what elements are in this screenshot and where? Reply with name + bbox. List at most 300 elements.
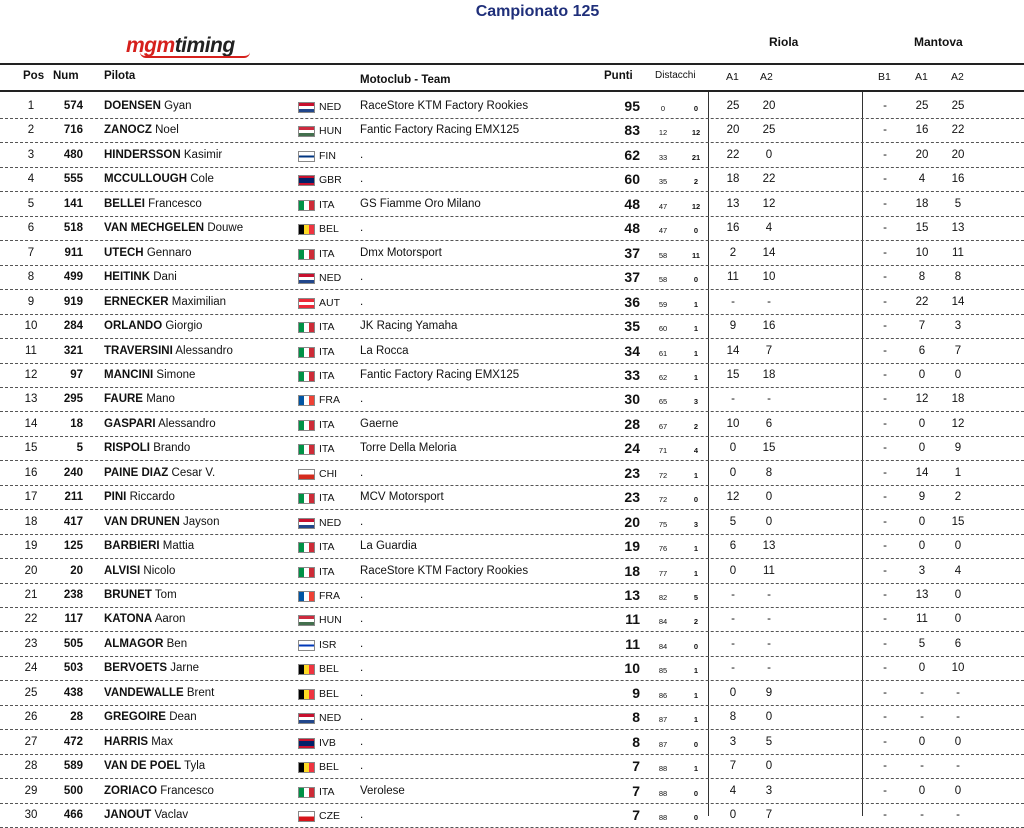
position-cell: 18 [24, 515, 38, 528]
race1-a2-cell: - [767, 589, 771, 601]
table-row [0, 804, 1024, 828]
race2-a1-cell: 22 [915, 295, 929, 308]
rider-name-cell [104, 491, 175, 503]
gap-to-previous-cell: 1 [693, 372, 699, 382]
race1-a2-cell: 18 [762, 368, 776, 381]
race2-a2-cell: 8 [954, 271, 962, 284]
gap-to-leader-cell: 61 [658, 348, 668, 358]
nationality-cell: ITA [319, 369, 335, 382]
nationality-cell: BEL [319, 663, 339, 676]
points-cell: 48 [624, 220, 640, 237]
team-cell: Fantic Factory Racing EMX125 [360, 368, 520, 381]
flag-icon [298, 200, 315, 211]
rider-last-name: BERVOETS [104, 662, 168, 675]
gap-to-leader-cell: 59 [658, 299, 668, 309]
rider-name-cell [104, 442, 190, 454]
race2-a2-cell: 20 [951, 148, 965, 161]
race1-a1-cell: 20 [726, 124, 740, 137]
race1-a1-cell: 14 [726, 344, 740, 357]
rider-last-name: ORLANDO [104, 320, 163, 333]
points-cell: 11 [625, 611, 640, 628]
position-cell: 30 [24, 809, 38, 822]
rider-number-cell: 919 [63, 295, 83, 308]
rider-first-name: Max [151, 735, 174, 748]
nationality-cell: BEL [319, 761, 339, 774]
race-1-name: Riola [769, 35, 799, 49]
flag-icon [298, 469, 315, 480]
points-cell: 20 [624, 513, 640, 530]
race2-a2-cell: 12 [951, 417, 965, 430]
flag-icon [298, 249, 315, 260]
gap-to-previous-cell: 1 [693, 690, 699, 700]
race1-a2-cell: 22 [762, 173, 776, 186]
race1-a1-cell: 0 [729, 564, 737, 577]
race2-a1-cell: 10 [915, 246, 929, 259]
gap-to-leader-cell: 67 [658, 421, 668, 431]
rider-first-name: Tyla [184, 760, 206, 773]
rider-first-name: Jarne [170, 662, 200, 675]
race2-a1-cell: 0 [918, 540, 926, 553]
gap-to-leader-cell: 12 [658, 128, 668, 138]
race1-a1-cell: 18 [726, 173, 740, 186]
race2-b1-cell: - [883, 173, 887, 186]
gap-to-leader-cell: 87 [658, 715, 668, 725]
race2-b1-cell: - [883, 466, 887, 479]
race-2-name: Mantova [914, 35, 963, 49]
points-cell: 95 [624, 98, 640, 114]
logo-swoosh [140, 52, 250, 58]
race2-b1-cell: - [883, 148, 887, 161]
rider-first-name: Douwe [207, 222, 244, 235]
table-row [0, 388, 1024, 412]
race1-a2-cell: - [767, 295, 771, 308]
race2-b1-cell: - [883, 222, 887, 235]
rider-first-name: Brando [153, 442, 191, 455]
race2-b1-cell: - [883, 246, 887, 259]
race1-a1-cell: 11 [727, 271, 739, 284]
race2-a1-cell: 0 [918, 417, 926, 430]
gap-to-previous-cell: 2 [693, 421, 699, 431]
col-header-race1-a2: A2 [760, 71, 773, 83]
position-cell: 16 [24, 466, 38, 479]
team-cell: . [360, 613, 364, 626]
race2-b1-cell: - [883, 589, 887, 601]
rider-last-name: KATONA [104, 613, 153, 626]
gap-to-leader-cell: 86 [658, 690, 668, 700]
race1-a2-cell: 0 [765, 148, 773, 161]
rider-first-name: Cole [190, 173, 214, 186]
team-cell: . [360, 589, 364, 601]
race2-a2-cell: 3 [954, 320, 962, 333]
race2-a2-cell: 0 [954, 540, 962, 553]
points-cell: 83 [624, 122, 640, 139]
nationality-cell: CHI [319, 467, 338, 480]
table-row [0, 755, 1024, 779]
nationality-cell: CZE [319, 810, 340, 823]
flag-icon [298, 102, 315, 113]
gap-to-leader-cell: 87 [658, 739, 668, 749]
race2-a2-cell: 22 [951, 124, 965, 137]
race2-a1-cell: - [920, 686, 924, 699]
rider-first-name: Cesar V. [171, 466, 216, 479]
gap-to-previous-cell: 0 [693, 275, 699, 285]
rider-last-name: DOENSEN [104, 100, 161, 112]
race2-a1-cell: 11 [916, 613, 928, 626]
gap-to-previous-cell: 1 [693, 324, 699, 334]
rider-name-cell [104, 369, 195, 381]
race2-a1-cell: 4 [918, 173, 926, 186]
rider-name-cell [104, 149, 222, 161]
team-cell: . [360, 515, 364, 528]
rider-number-cell: 574 [63, 100, 83, 112]
flag-icon [298, 664, 315, 675]
rider-number-cell: 295 [63, 393, 83, 406]
rider-name-cell [104, 516, 219, 528]
rider-last-name: GREGOIRE [104, 711, 166, 724]
nationality-cell: HUN [319, 614, 342, 627]
nationality-cell: IVB [319, 736, 336, 749]
points-cell: 35 [624, 318, 640, 335]
race1-a1-cell: 0 [729, 809, 737, 822]
rider-first-name: Francesco [148, 197, 202, 210]
gap-to-previous-cell: 1 [693, 299, 699, 309]
table-row [0, 437, 1024, 461]
points-cell: 7 [632, 758, 640, 775]
race2-a1-cell: 15 [915, 222, 929, 235]
header-top-rule [0, 63, 1024, 65]
race1-a1-cell: 5 [729, 515, 737, 528]
rider-name-cell [104, 418, 216, 430]
gap-to-leader-cell: 88 [658, 764, 668, 774]
position-cell: 14 [24, 417, 38, 430]
rider-last-name: VAN DE POEL [104, 760, 182, 773]
rider-last-name: BELLEI [104, 197, 145, 210]
rider-first-name: Nicolo [143, 564, 176, 577]
flag-icon [298, 738, 315, 749]
points-cell: 19 [624, 538, 640, 555]
race2-a1-cell: 20 [915, 148, 929, 161]
race2-b1-cell: - [883, 613, 887, 626]
table-row [0, 633, 1024, 657]
gap-to-leader-cell: 47 [658, 201, 668, 211]
race2-a1-cell: 5 [918, 637, 926, 650]
gap-to-previous-cell: 2 [693, 617, 699, 627]
rider-name-cell [104, 467, 215, 479]
rider-last-name: HARRIS [104, 735, 149, 748]
race1-a1-cell: 3 [729, 735, 737, 748]
col-header-pos: Pos [23, 70, 45, 82]
position-cell: 26 [24, 711, 38, 724]
rider-first-name: Mano [146, 393, 175, 406]
points-cell: 30 [624, 391, 640, 408]
flag-icon [298, 298, 315, 309]
rider-name-cell [104, 296, 226, 308]
gap-to-previous-cell: 1 [693, 764, 699, 774]
gap-to-leader-cell: 76 [658, 544, 668, 554]
table-row [0, 193, 1024, 217]
race2-b1-cell: - [883, 637, 887, 650]
position-cell: 20 [24, 564, 38, 577]
rider-first-name: Mattia [162, 540, 195, 553]
rider-first-name: Brent [186, 686, 215, 699]
page-title: Campionato 125 [475, 3, 600, 20]
flag-icon [298, 567, 315, 578]
nationality-cell: NED [319, 101, 342, 113]
table-row [0, 217, 1024, 241]
rider-name-cell [104, 613, 185, 625]
rider-number-cell: 911 [64, 246, 83, 259]
race2-a1-cell: 8 [918, 271, 926, 284]
rider-first-name: Simone [156, 368, 196, 381]
rider-number-cell: 480 [63, 148, 83, 161]
rider-number-cell: 417 [63, 515, 83, 528]
race2-a1-cell: 3 [918, 564, 926, 577]
points-cell: 24 [624, 440, 640, 457]
table-row [0, 584, 1024, 608]
gap-to-previous-cell: 1 [693, 568, 699, 578]
nationality-cell: BEL [319, 223, 339, 236]
nationality-cell: GBR [319, 174, 342, 187]
rider-first-name: Gennaro [146, 246, 192, 259]
nationality-cell: AUT [319, 296, 340, 309]
race2-a1-cell: 9 [918, 491, 926, 504]
points-cell: 11 [625, 635, 640, 652]
rider-name-cell [104, 198, 202, 210]
race2-a2-cell: 5 [954, 197, 962, 210]
rider-number-cell: 466 [63, 809, 83, 822]
team-cell: RaceStore KTM Factory Rookies [360, 564, 529, 577]
gap-to-previous-cell: 12 [691, 201, 701, 211]
race1-a1-cell: 12 [726, 491, 740, 504]
race1-a1-cell: 22 [726, 148, 740, 161]
race1-a1-cell: - [731, 589, 735, 601]
race1-a2-cell: - [767, 662, 771, 675]
race1-a2-cell: 3 [765, 784, 773, 797]
rider-last-name: HINDERSSON [104, 148, 181, 161]
table-row [0, 266, 1024, 290]
rider-last-name: VAN MECHGELEN [104, 222, 205, 235]
race1-a2-cell: 16 [762, 320, 776, 333]
rider-number-cell: 240 [63, 466, 83, 479]
team-cell: . [360, 662, 364, 675]
flag-icon [298, 518, 315, 529]
gap-to-previous-cell: 12 [691, 128, 701, 138]
col-header-num: Num [53, 70, 79, 82]
flag-icon [298, 126, 315, 137]
race1-a2-cell: 9 [765, 686, 773, 699]
position-cell: 6 [27, 222, 35, 235]
race2-b1-cell: - [883, 735, 887, 748]
race2-a2-cell: 0 [954, 735, 962, 748]
race1-a2-cell: 20 [762, 100, 776, 112]
race1-a1-cell: 8 [729, 711, 737, 724]
race1-a1-cell: 0 [729, 466, 737, 479]
race1-a1-cell: 4 [729, 784, 737, 797]
race2-a2-cell: 2 [954, 491, 962, 504]
col-header-race2-a2: A2 [951, 71, 964, 83]
position-cell: 12 [24, 368, 38, 381]
gap-to-previous-cell: 0 [693, 104, 699, 113]
nationality-cell: ITA [319, 565, 335, 578]
table-row [0, 413, 1024, 437]
race2-a2-cell: 14 [951, 295, 965, 308]
team-cell: . [360, 393, 364, 406]
nationality-cell: ITA [319, 418, 335, 431]
points-cell: 7 [632, 807, 640, 824]
flag-icon [298, 224, 315, 235]
race2-a2-cell: 25 [951, 100, 965, 112]
rider-name-cell [104, 271, 177, 283]
race2-b1-cell: - [883, 368, 887, 381]
race1-a2-cell: 0 [765, 491, 773, 504]
rider-number-cell: 125 [63, 540, 83, 553]
race2-a2-cell: 0 [954, 784, 962, 797]
team-cell: La Rocca [360, 344, 409, 357]
position-cell: 25 [24, 686, 38, 699]
gap-to-previous-cell: 1 [693, 544, 699, 554]
gap-to-previous-cell: 1 [693, 348, 699, 358]
rider-last-name: ALMAGOR [104, 637, 164, 650]
rider-last-name: ALVISI [104, 564, 141, 577]
position-cell: 3 [27, 148, 35, 161]
team-cell: . [360, 148, 364, 161]
nationality-cell: NED [319, 516, 342, 529]
gap-to-leader-cell: 88 [658, 788, 668, 798]
flag-icon [298, 395, 315, 406]
gap-to-previous-cell: 3 [693, 519, 699, 529]
race1-a1-cell: 9 [729, 320, 737, 333]
race2-b1-cell: - [883, 540, 887, 553]
table-row [0, 511, 1024, 535]
race1-a1-cell: - [731, 637, 735, 650]
flag-icon [298, 787, 315, 798]
gap-to-previous-cell: 21 [691, 152, 701, 162]
rider-last-name: MCCULLOUGH [104, 173, 188, 186]
gap-to-leader-cell: 35 [658, 177, 668, 187]
gap-to-previous-cell: 4 [693, 446, 699, 456]
race1-a2-cell: 4 [765, 222, 773, 235]
gap-to-previous-cell: 1 [693, 470, 699, 480]
rider-last-name: BARBIERI [104, 540, 160, 553]
position-cell: 2 [27, 124, 35, 137]
rider-name-cell [104, 345, 233, 357]
points-cell: 10 [624, 660, 640, 677]
race2-b1-cell: - [883, 100, 887, 112]
race2-a1-cell: 7 [918, 320, 926, 333]
gap-to-previous-cell: 2 [693, 177, 699, 187]
rider-number-cell: 141 [63, 197, 83, 210]
team-cell: La Guardia [360, 540, 417, 553]
table-row [0, 535, 1024, 559]
gap-to-previous-cell: 11 [692, 250, 700, 260]
position-cell: 15 [24, 442, 38, 455]
race1-a2-cell: 25 [762, 124, 776, 137]
flag-icon [298, 420, 315, 431]
flag-icon [298, 347, 315, 358]
race1-a2-cell: 14 [762, 246, 776, 259]
race2-a1-cell: - [920, 809, 924, 822]
team-cell: Verolese [360, 784, 405, 797]
flag-icon [298, 689, 315, 700]
race2-a1-cell: 0 [918, 662, 926, 675]
rider-name-cell [104, 222, 243, 234]
gap-to-previous-cell: 5 [693, 593, 699, 602]
team-cell: . [360, 222, 364, 235]
race2-b1-cell: - [883, 197, 887, 210]
race1-a1-cell: 0 [729, 686, 737, 699]
table-row [0, 95, 1024, 119]
col-header-race2-b1: B1 [878, 71, 891, 83]
table-row [0, 682, 1024, 706]
rider-name-cell [104, 100, 192, 112]
gap-to-leader-cell: 60 [658, 324, 668, 334]
rider-last-name: ERNECKER [104, 295, 169, 308]
gap-to-previous-cell: 1 [693, 715, 699, 725]
race2-b1-cell: - [883, 564, 887, 577]
flag-icon [298, 151, 315, 162]
flag-icon [298, 615, 315, 626]
team-cell: . [360, 711, 364, 724]
gap-to-leader-cell: 84 [658, 617, 668, 627]
gap-to-leader-cell: 0 [660, 104, 666, 113]
race2-a2-cell: 10 [951, 662, 965, 675]
rider-name-cell [104, 809, 188, 821]
flag-icon [298, 273, 315, 284]
rider-number-cell: 284 [63, 320, 83, 333]
points-cell: 36 [624, 293, 640, 310]
rider-number-cell: 18 [70, 417, 83, 430]
race2-a1-cell: 0 [918, 368, 926, 381]
team-cell: JK Racing Yamaha [360, 320, 458, 333]
race1-a1-cell: - [731, 613, 735, 626]
race2-b1-cell: - [883, 344, 887, 357]
nationality-cell: ITA [319, 785, 335, 798]
rider-name-cell [104, 760, 205, 772]
nationality-cell: ITA [319, 541, 335, 554]
team-cell: Torre Della Meloria [360, 442, 457, 455]
race2-a1-cell: 0 [918, 784, 926, 797]
rider-name-cell [104, 687, 214, 699]
rider-last-name: FAURE [104, 393, 143, 406]
gap-to-previous-cell: 0 [693, 641, 699, 651]
position-cell: 4 [27, 173, 35, 186]
gap-to-previous-cell: 1 [693, 666, 699, 676]
race2-b1-cell: - [883, 515, 887, 528]
points-cell: 7 [632, 782, 640, 799]
rider-number-cell: 503 [63, 662, 83, 675]
race2-a1-cell: 0 [918, 515, 926, 528]
rider-last-name: JANOUT [104, 809, 152, 822]
gap-to-leader-cell: 72 [658, 470, 668, 480]
race2-a1-cell: 16 [915, 124, 929, 137]
rider-name-cell [104, 320, 202, 332]
team-cell: . [360, 173, 364, 186]
gap-to-leader-cell: 65 [658, 397, 668, 407]
gap-to-leader-cell: 85 [658, 666, 668, 676]
points-cell: 62 [624, 146, 640, 163]
rider-first-name: Gyan [164, 100, 192, 112]
rider-number-cell: 555 [63, 173, 83, 186]
position-cell: 8 [27, 271, 35, 284]
race1-a1-cell: - [731, 295, 735, 308]
team-cell: . [360, 760, 364, 773]
rider-first-name: Noel [155, 124, 179, 137]
race2-a1-cell: 12 [915, 393, 929, 406]
position-cell: 27 [24, 735, 38, 748]
rider-number-cell: 117 [64, 613, 83, 626]
rider-last-name: BRUNET [104, 589, 152, 601]
race2-b1-cell: - [883, 124, 887, 137]
